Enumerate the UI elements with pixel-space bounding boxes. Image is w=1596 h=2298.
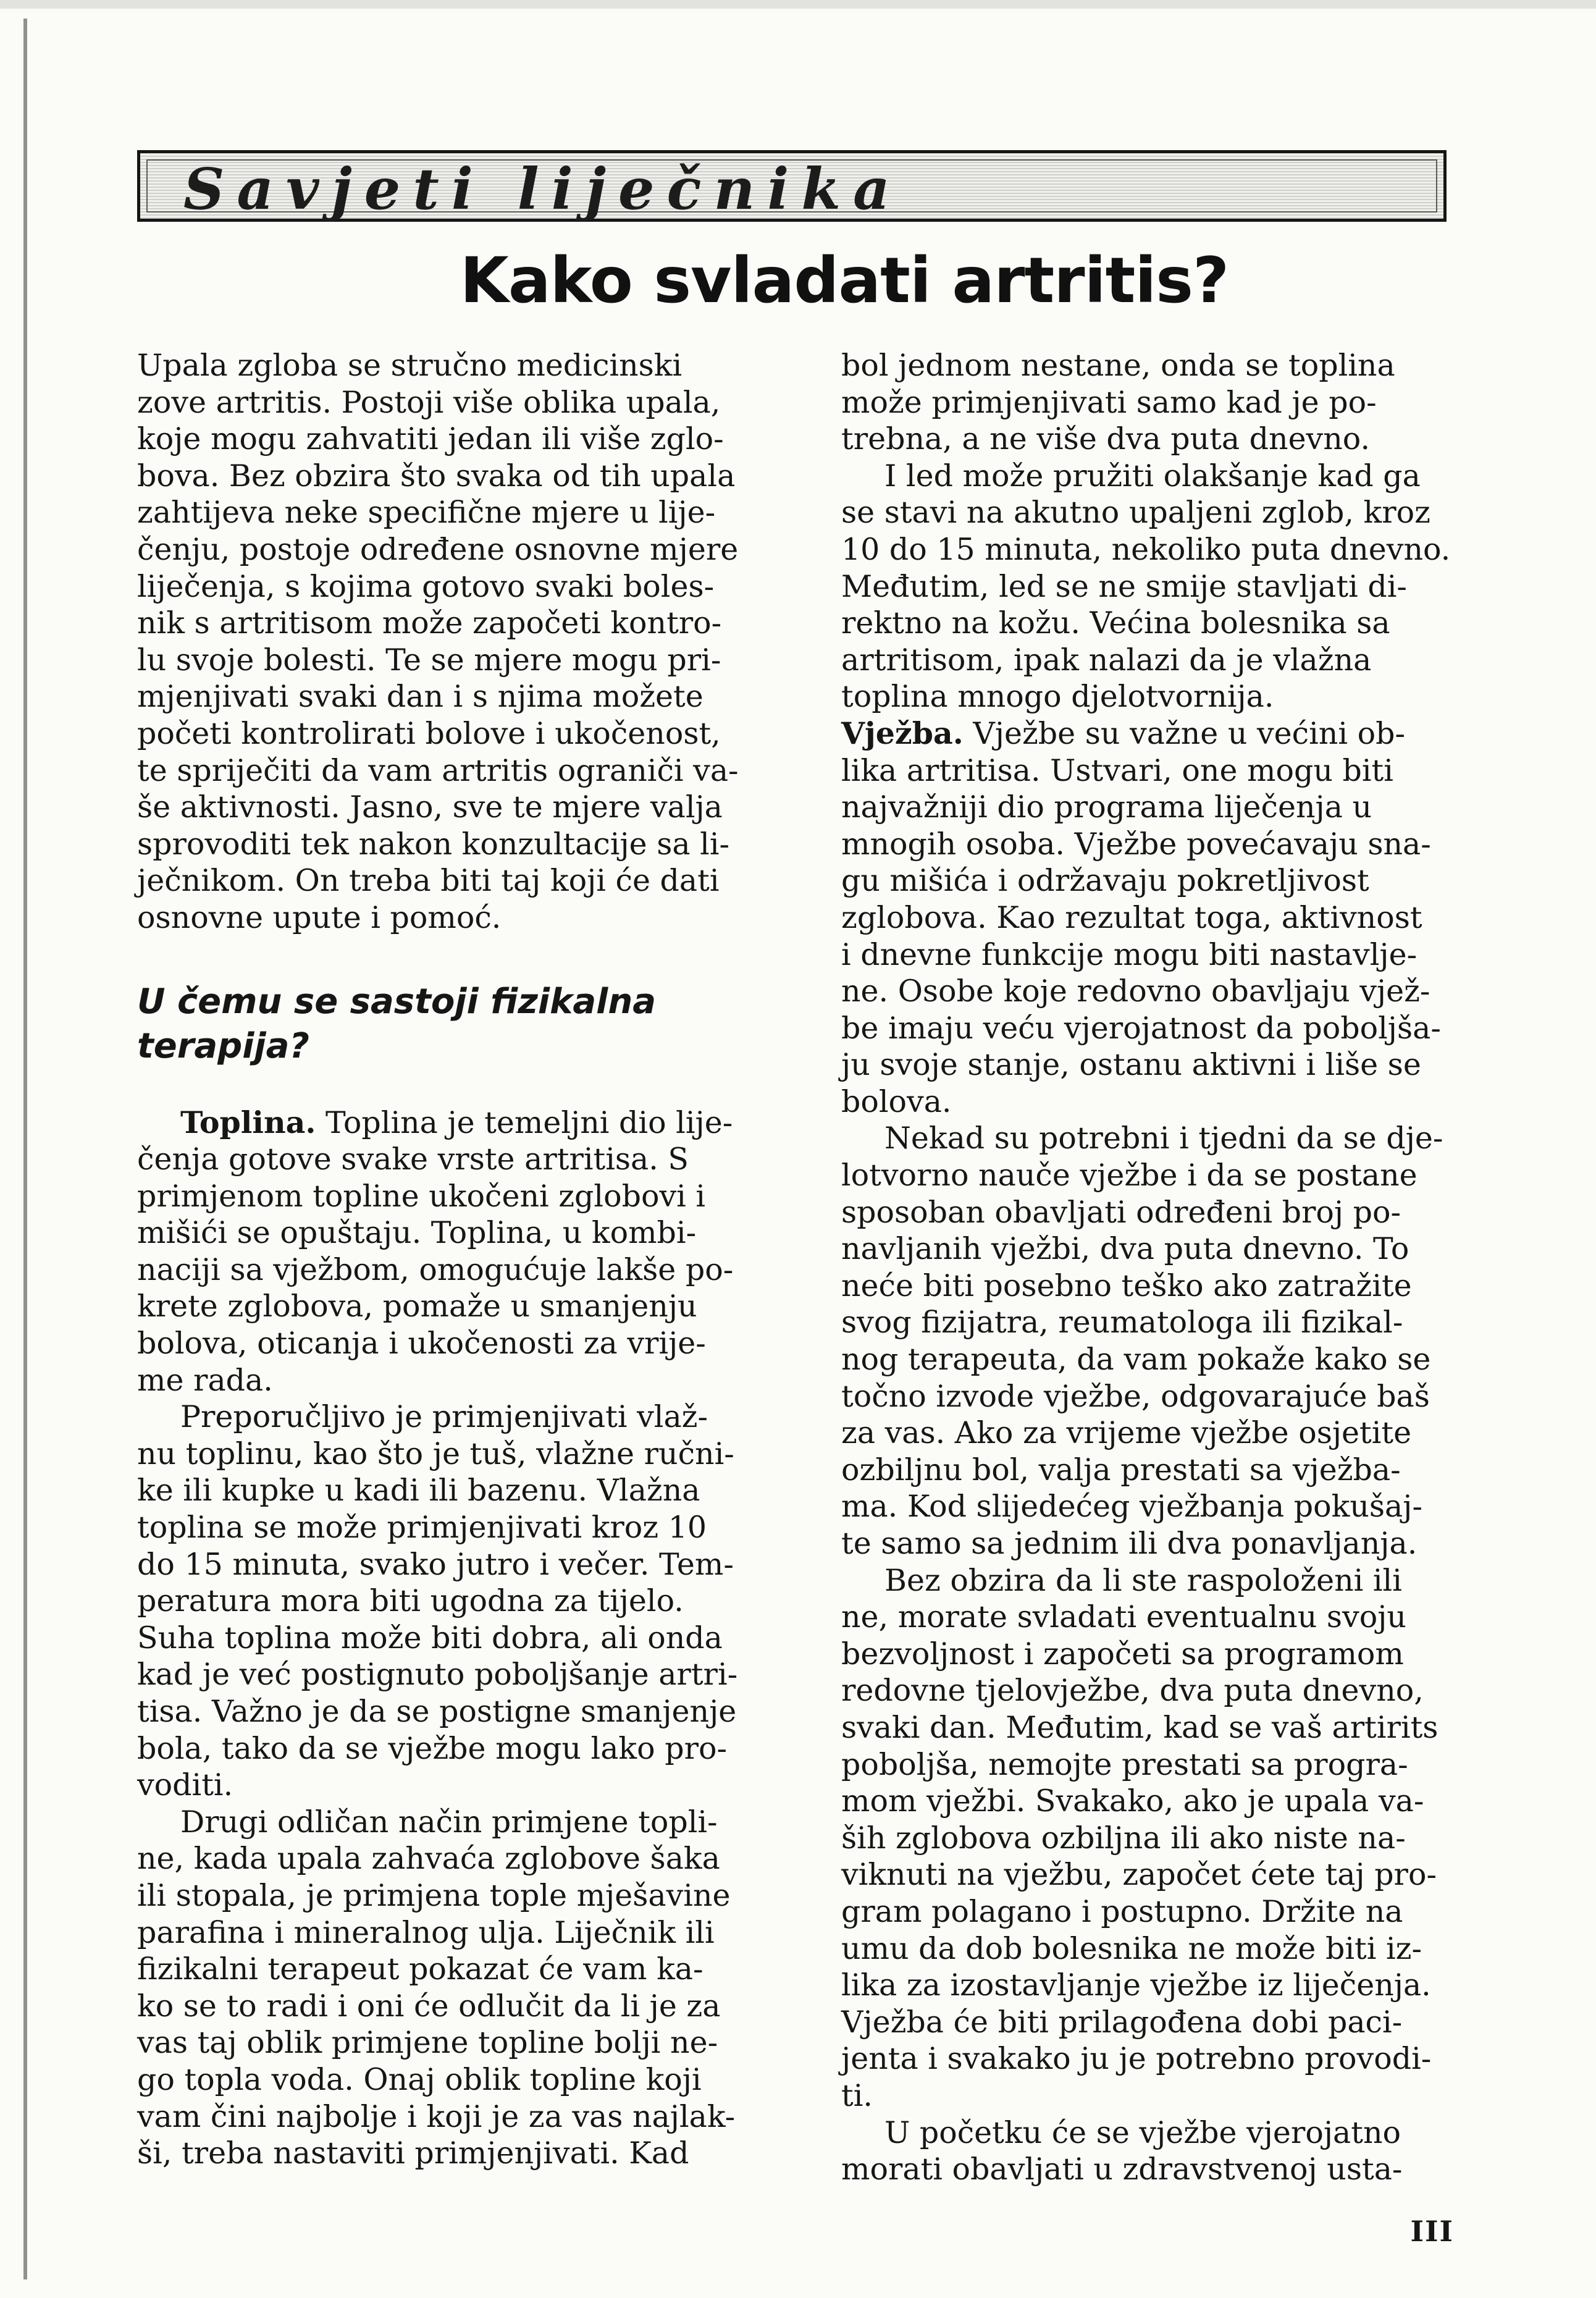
text-line: me rada. xyxy=(137,1362,273,1398)
exercise-paragraph xyxy=(841,715,1453,1121)
text-line: go topla voda. Onaj oblik topline koji xyxy=(137,2061,702,2097)
ice-paragraph xyxy=(841,458,1453,715)
text-line: osnovne upute i pomoć. xyxy=(137,899,502,935)
continuation-paragraph xyxy=(841,347,1453,458)
text-line: nu toplinu, kao što je tuš, vlažne ručni- xyxy=(137,1436,734,1471)
text-line: i dnevne funkcije mogu biti nastavlje- xyxy=(841,936,1418,972)
text-line: mišići se opuštaju. Toplina, u kombi- xyxy=(137,1215,697,1251)
left-column xyxy=(137,347,755,2172)
text-line: voditi. xyxy=(137,1767,233,1803)
paragraph-first-line xyxy=(841,715,1453,752)
text-line: primjenom topline ukočeni zglobovi i xyxy=(137,1178,706,1214)
text-line: bolova. xyxy=(841,1084,952,1119)
text-line: ne, morate svladati eventualnu svoju xyxy=(841,1599,1406,1635)
text-line: nik s artritisom može započeti kontro- xyxy=(137,605,722,641)
beginning-paragraph xyxy=(841,2115,1453,2188)
text-line: peratura mora biti ugodna za tijelo. xyxy=(137,1583,684,1619)
text-line: bolova, oticanja i ukočenosti za vrije- xyxy=(137,1326,706,1362)
text-line: 10 do 15 minuta, nekoliko puta dnevno. xyxy=(841,531,1451,567)
toplina-lead: Toplina. xyxy=(180,1104,316,1140)
text-line: tisa. Važno je da se postigne smanjenje xyxy=(137,1694,737,1729)
text-line: umu da dob bolesnika ne može biti iz- xyxy=(841,1930,1422,1966)
toplina-paragraph xyxy=(137,1105,755,1399)
text-line: te samo sa jednim ili dva ponavljanja. xyxy=(841,1526,1418,1561)
text-line: te spriječiti da vam artritis ograniči va- xyxy=(137,752,739,788)
text-line: neće biti posebno teško ako zatražite xyxy=(841,1268,1412,1303)
text-line: zove artritis. Postoji više oblika upala, xyxy=(137,384,721,420)
text-line: trebna, a ne više dva puta dnevno. xyxy=(841,421,1371,457)
scan-edge-left xyxy=(23,19,27,2279)
text-line: zahtijeva neke specifične mjere u lije- xyxy=(137,495,716,531)
text-line: bova. Bez obzira što svaka od tih upala xyxy=(137,458,736,494)
text-line: navljanih vježbi, dva puta dnevno. To xyxy=(841,1231,1409,1267)
paraffin-paragraph xyxy=(137,1804,755,2172)
text-line: ne, kada upala zahvaća zglobove šaka xyxy=(137,1841,720,1877)
text-line: sprovoditi tek nakon konzultacije sa li- xyxy=(137,826,730,862)
text-line: sposoban obavljati određeni broj po- xyxy=(841,1194,1401,1230)
text-line: čenja gotove svake vrste artritisa. S xyxy=(137,1142,689,1177)
text-line: lika za izostavljanje vježbe iz liječenja. xyxy=(841,1968,1431,2003)
paragraph-first-line: Nekad su potrebni i tjedni da se dje- xyxy=(884,1121,1443,1156)
text-line: do 15 minuta, svako jutro i večer. Tem- xyxy=(137,1546,734,1582)
text-line: toplina mnogo djelotvornija. xyxy=(841,679,1274,715)
text-line: čenju, postoje određene osnovne mjere xyxy=(137,531,739,567)
text-line: bola, tako da se vježbe mogu lako pro- xyxy=(137,1730,728,1766)
text-line: ke ili kupke u kadi ili bazenu. Vlažna xyxy=(137,1473,700,1509)
text-line: Suha toplina može biti dobra, ali onda xyxy=(137,1620,723,1656)
text-line: ma. Kod slijedećeg vježbanja pokušaj- xyxy=(841,1489,1423,1525)
text-line: zglobova. Kao rezultat toga, aktivnost xyxy=(841,899,1422,935)
text-line: ju svoje stanje, ostanu aktivni i liše se xyxy=(841,1047,1421,1083)
paragraph-first-line: Bez obzira da li ste raspoloženi ili xyxy=(884,1562,1402,1598)
paragraph-first-line: Preporučljivo je primjenjivati vlaž- xyxy=(180,1399,708,1435)
paragraph-first-line xyxy=(137,1105,755,1142)
text-line: nog terapeuta, da vam pokaže kako se xyxy=(841,1342,1431,1378)
text-line: lika artritisa. Ustvari, one mogu biti xyxy=(841,752,1393,788)
intro-paragraph xyxy=(137,347,755,936)
text-line: toplina se može primjenjivati kroz 10 xyxy=(137,1510,707,1546)
paragraph-first-line: I led može pružiti olakšanje kad ga xyxy=(884,458,1421,494)
motivation-paragraph xyxy=(841,1562,1453,2115)
text-line: kad je već postignuto poboljšanje artri- xyxy=(137,1657,738,1693)
text-line: artritisom, ipak nalazi da je vlažna xyxy=(841,642,1372,678)
weeks-paragraph xyxy=(841,1120,1453,1562)
text-line: točno izvode vježbe, odgovarajuće baš xyxy=(841,1378,1430,1414)
scan-edge-top xyxy=(0,0,1596,9)
text-line: ječnikom. On treba biti taj koji će dati xyxy=(137,863,720,899)
text-line: ko se to radi i oni će odlučit da li je za xyxy=(137,1988,721,2024)
text-line: može primjenjivati samo kad je po- xyxy=(841,384,1377,420)
text-line: za vas. Ako za vrijeme vježbe osjetite xyxy=(841,1415,1412,1451)
subheading-line: terapija? xyxy=(137,1025,309,1066)
text-line: Upala zgloba se stručno medicinski xyxy=(137,348,682,383)
section-subheading xyxy=(137,980,755,1069)
text-line: viknuti na vježbu, započet ćete taj pro- xyxy=(841,1857,1437,1893)
text-line: početi kontrolirati bolove i ukočenost, xyxy=(137,715,721,751)
text-line: ših zglobova ozbiljna ili ako niste na- xyxy=(841,1820,1406,1856)
text-line: ne. Osobe koje redovno obavljaju vjež- xyxy=(841,974,1430,1009)
text-line: gu mišića i održavaju pokretljivost xyxy=(841,863,1369,899)
paragraph-first-line: Drugi odličan način primjene topli- xyxy=(180,1804,718,1840)
banner-label: Savjeti liječnika xyxy=(183,156,902,222)
text-line: ozbiljnu bol, valja prestati sa vježba- xyxy=(841,1452,1401,1488)
text-line: naciji sa vježbom, omogućuje lakše po- xyxy=(137,1252,734,1287)
text-line: poboljša, nemojte prestati sa progra- xyxy=(841,1746,1408,1782)
text-line: koje mogu zahvatiti jedan ili više zglo- xyxy=(137,421,724,457)
text-line: jenta i svakako ju je potrebno provodi- xyxy=(841,2041,1432,2077)
text-line: bezvoljnost i započeti sa programom xyxy=(841,1636,1404,1672)
text-line: najvažniji dio programa liječenja u xyxy=(841,789,1372,825)
text-line: vas taj oblik primjene topline bolji ne- xyxy=(137,2025,718,2061)
text-line: lu svoje bolesti. Te se mjere mogu pri- xyxy=(137,642,721,678)
right-column xyxy=(841,347,1453,2188)
section-banner xyxy=(137,150,1447,222)
paragraph-first-line: U početku će se vježbe vjerojatno xyxy=(884,2115,1401,2150)
toplina-first-text: Toplina je temeljni dio lije- xyxy=(316,1105,733,1140)
page-number: III xyxy=(1410,2215,1454,2248)
text-line: vam čini najbolje i koji je za vas najlak- xyxy=(137,2098,736,2134)
text-line: krete zglobova, pomaže u smanjenju xyxy=(137,1289,697,1324)
text-line: mjenjivati svaki dan i s njima možete xyxy=(137,679,704,715)
article-title: Kako svladati artritis? xyxy=(460,244,1229,318)
text-line: se stavi na akutno upaljeni zglob, kroz xyxy=(841,495,1430,531)
text-line: liječenja, s kojima gotovo svaki boles- xyxy=(137,568,715,604)
text-line: svog fizijatra, reumatologa ili fizikal- xyxy=(841,1305,1403,1340)
text-line: svaki dan. Međutim, kad se vaš artirits xyxy=(841,1709,1438,1745)
text-line: gram polagano i postupno. Držite na xyxy=(841,1893,1403,1929)
text-line: ši, treba nastaviti primjenjivati. Kad xyxy=(137,2136,689,2171)
text-line: še aktivnosti. Jasno, sve te mjere valja xyxy=(137,789,723,825)
text-line: rektno na kožu. Većina bolesnika sa xyxy=(841,605,1390,641)
text-line: be imaju veću vjerojatnost da poboljša- xyxy=(841,1010,1441,1046)
text-line: redovne tjelovježbe, dva puta dnevno, xyxy=(841,1673,1424,1709)
text-line: bol jednom nestane, onda se toplina xyxy=(841,348,1395,383)
text-line: parafina i mineralnog ulja. Liječnik ili xyxy=(137,1914,715,1950)
text-line: mom vježbi. Svakako, ako je upala va- xyxy=(841,1783,1424,1819)
text-line: mnogih osoba. Vježbe povećavaju sna- xyxy=(841,826,1431,862)
text-line: ili stopala, je primjena tople mješavine xyxy=(137,1877,731,1913)
vjezba-first-text: Vježbe su važne u većini ob- xyxy=(963,715,1406,751)
subheading-line: U čemu se sastoji fizikalna xyxy=(137,981,656,1022)
text-line: morati obavljati u zdravstvenoj usta- xyxy=(841,2152,1403,2187)
text-line: lotvorno nauče vježbe i da se postane xyxy=(841,1158,1418,1193)
vjezba-lead: Vježba. xyxy=(841,715,964,751)
text-line: Međutim, led se ne smije stavljati di- xyxy=(841,568,1407,604)
text-line: ti. xyxy=(841,2077,873,2113)
text-line: Vježba će biti prilagođena dobi paci- xyxy=(841,2004,1403,2040)
text-line: fizikalni terapeut pokazat će vam ka- xyxy=(137,1951,704,1987)
moist-heat-paragraph xyxy=(137,1399,755,1804)
